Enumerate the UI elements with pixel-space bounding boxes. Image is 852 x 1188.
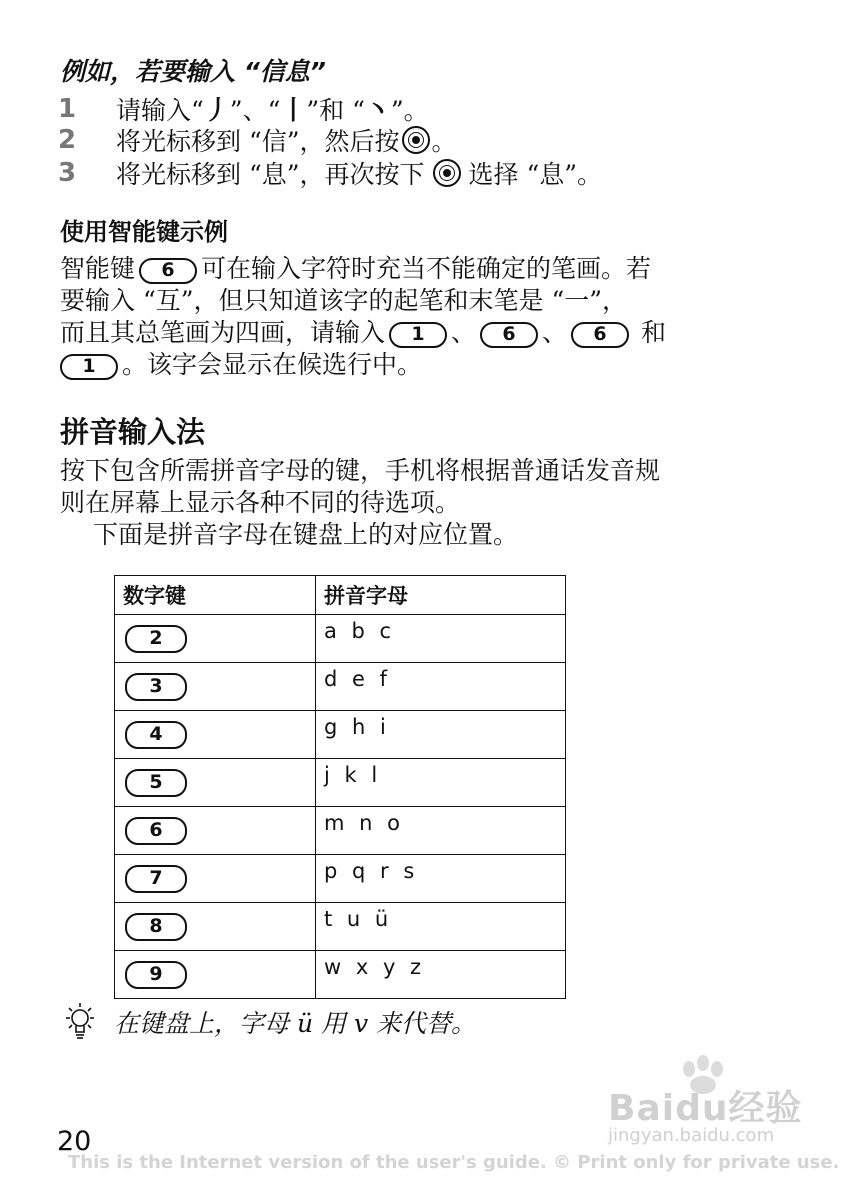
stroke-shu: 丨: [280, 96, 307, 126]
footer-notice: This is the Internet version of the user's guide. © Print only for private use.: [68, 1152, 840, 1173]
step-number: 2: [58, 125, 77, 155]
stroke-dian: 丶: [364, 96, 391, 126]
header-pinyin-letters: 拼音字母: [316, 576, 566, 615]
letters-cell: p q r s: [316, 855, 566, 903]
table-row: [115, 951, 566, 999]
text: 、: [451, 318, 477, 347]
table-row: [115, 903, 566, 951]
key-2-icon: 2: [125, 625, 187, 653]
key-8-icon: 8: [125, 913, 187, 941]
key-1-icon: 1: [389, 322, 447, 348]
step-text: 。: [431, 127, 457, 156]
example-heading: 例如，若要输入 “信息”: [60, 57, 326, 86]
step-3: [58, 155, 602, 191]
pinyin-paragraph: [60, 455, 800, 551]
lightbulb-tip-icon: [60, 1000, 100, 1044]
step-text: ”、“: [229, 95, 281, 125]
letters-cell: a b c: [316, 615, 566, 663]
table-row: [115, 711, 566, 759]
table-header-row: [115, 576, 566, 615]
letters-cell: m n o: [316, 807, 566, 855]
pinyin-heading: 拼音输入法: [60, 415, 206, 449]
table-row: [115, 807, 566, 855]
key-9-icon: 9: [125, 961, 187, 989]
letters-cell: j k l: [316, 759, 566, 807]
text: 而且其总笔画为四画，请输入: [60, 318, 386, 347]
text: 要输入 “互”，但只知道该字的起笔和末笔是 “一”，: [60, 286, 628, 315]
watermark-brand: Baidu经验: [608, 1088, 803, 1129]
letters-cell: t u ü: [316, 903, 566, 951]
step-2: [58, 122, 457, 158]
text: 、: [542, 318, 568, 347]
step-text: 将光标移到 “信”，然后按: [116, 127, 400, 156]
page-number: 20: [57, 1126, 92, 1157]
key-5-icon: 5: [125, 769, 187, 797]
key-3-icon: 3: [125, 673, 187, 701]
baidu-watermark: [578, 1055, 808, 1155]
key-6-icon: 6: [139, 258, 197, 284]
key-cell: [115, 951, 316, 999]
step-number: 3: [58, 158, 77, 188]
step-text: 请输入“: [116, 95, 204, 125]
table-row: [115, 615, 566, 663]
step-text: 将光标移到 “息”，再次按下: [116, 160, 425, 189]
table-row: [115, 855, 566, 903]
key-6-icon: 6: [125, 817, 187, 845]
step-number: 1: [58, 93, 77, 124]
tip-note: [60, 1000, 476, 1044]
key-cell: [115, 615, 316, 663]
text: 则在屏幕上显示各种不同的待选项。: [60, 488, 461, 517]
text: 下面是拼音字母在键盘上的对应位置。: [93, 520, 519, 549]
key-1-icon: 1: [60, 354, 118, 380]
key-7-icon: 7: [125, 865, 187, 893]
pinyin-key-table: [114, 575, 566, 999]
tip-text: 在键盘上，字母 ü 用 v 来代替。: [114, 1009, 477, 1038]
key-cell: [115, 903, 316, 951]
text: 可在输入字符时充当不能确定的笔画。若: [201, 254, 652, 283]
step-text: ”。: [390, 95, 429, 125]
text: 。该字会显示在候选行中。: [122, 350, 423, 379]
letters-cell: w x y z: [316, 951, 566, 999]
text: 和: [641, 318, 667, 347]
key-cell: [115, 759, 316, 807]
smart-paragraph: [60, 253, 800, 381]
key-6-icon: 6: [480, 322, 538, 348]
smart-heading: 使用智能键示例: [60, 218, 228, 246]
letters-cell: g h i: [316, 711, 566, 759]
text: 智能键: [60, 254, 136, 283]
step-text: ”和 “: [306, 95, 365, 125]
joystick-center-icon: [433, 159, 461, 187]
letters-cell: d e f: [316, 663, 566, 711]
table-row: [115, 663, 566, 711]
key-cell: [115, 807, 316, 855]
stroke-pie: 丿: [203, 96, 230, 126]
key-cell: [115, 663, 316, 711]
key-cell: [115, 711, 316, 759]
watermark-url: jingyan.baidu.com: [608, 1125, 775, 1146]
step-text: 选择 “息”。: [468, 160, 603, 189]
key-4-icon: 4: [125, 721, 187, 749]
key-6-icon: 6: [571, 322, 629, 348]
header-number-key: 数字键: [115, 576, 316, 615]
table-row: [115, 759, 566, 807]
text: 按下包含所需拼音字母的键，手机将根据普通话发音规: [60, 456, 661, 485]
joystick-center-icon: [402, 126, 430, 154]
key-cell: [115, 855, 316, 903]
